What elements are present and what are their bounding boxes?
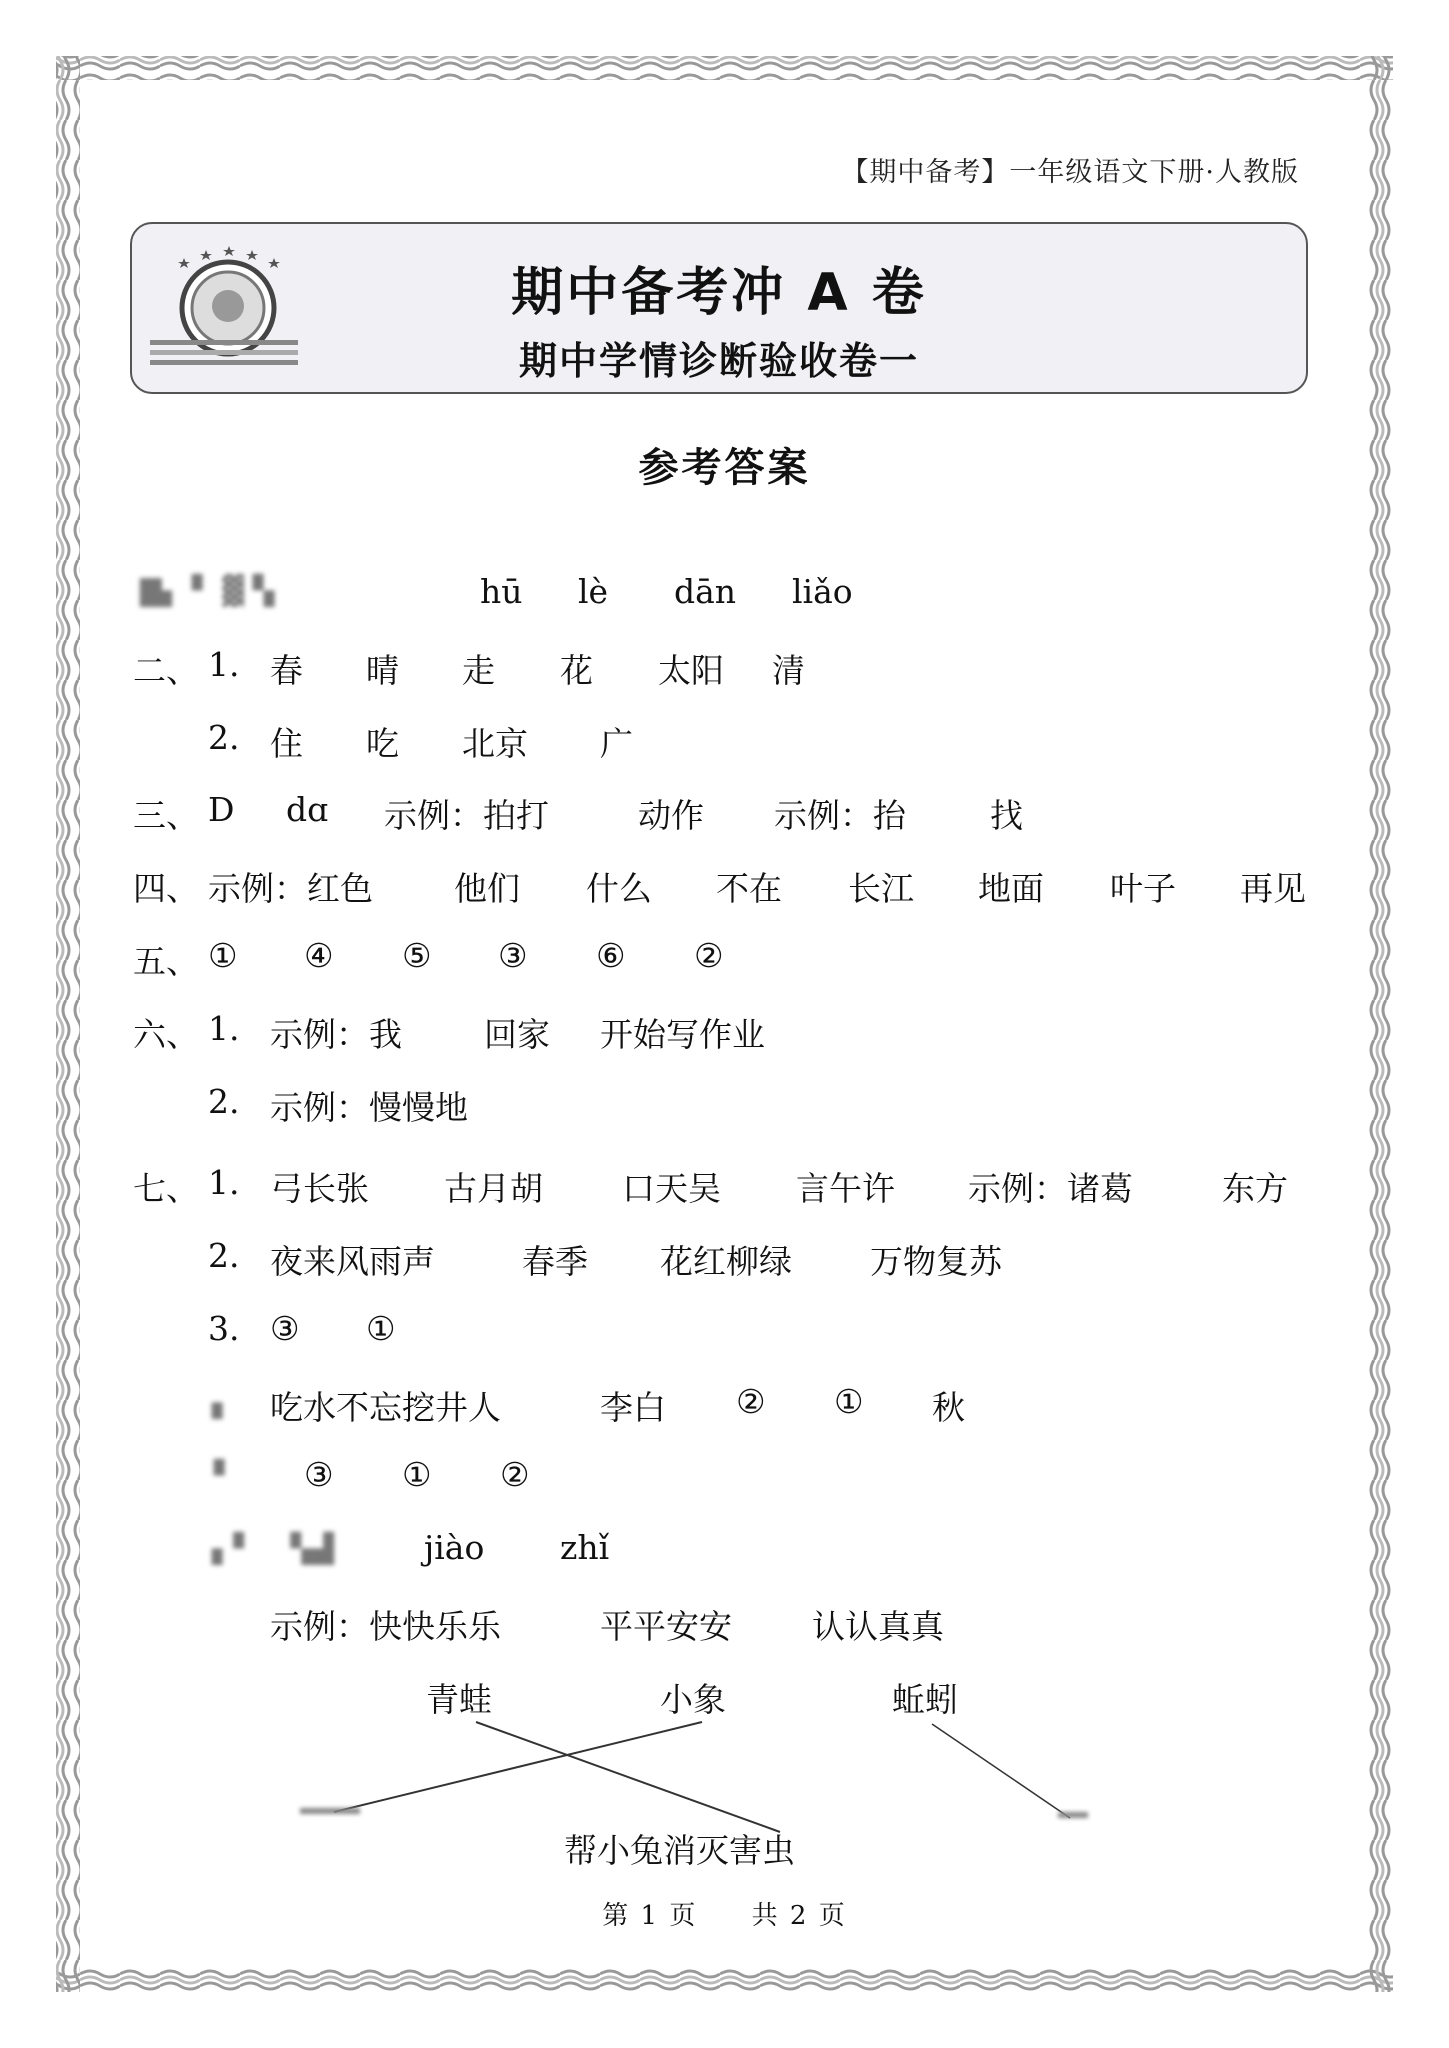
q1-blurred-marks: ▇▖ ▘ ▓ ▚: [140, 574, 275, 607]
answer: ②: [736, 1382, 766, 1421]
answer: ③: [270, 1309, 300, 1348]
answer: 吃: [366, 724, 399, 763]
answer-pinyin: jiào: [424, 1528, 485, 1567]
answer: 示例：我: [270, 1015, 402, 1054]
page-number: 第 1 页: [602, 1901, 698, 1931]
answer: 花: [560, 651, 593, 690]
match-item-earthworm: 蚯蚓: [892, 1680, 958, 1719]
answer: 示例：拍打: [384, 796, 549, 835]
answer: 春: [270, 651, 303, 690]
answer: ①: [366, 1309, 396, 1348]
answer-pinyin: zhǐ: [560, 1528, 610, 1567]
q5-label: 五、: [133, 942, 199, 981]
answer: 李白: [600, 1388, 666, 1427]
answer: 示例：抬: [774, 796, 906, 835]
answer: 太阳: [658, 651, 724, 690]
match-item-elephant: 小象: [660, 1680, 726, 1719]
part-number: 2.: [208, 718, 240, 757]
answer: 走: [462, 651, 495, 690]
part-number: 1.: [208, 1163, 240, 1202]
answer: 晴: [366, 651, 399, 690]
answer: dɑ: [286, 790, 329, 829]
answer: 口天吴: [622, 1169, 721, 1208]
match-item-frog: 青蛙: [426, 1680, 492, 1719]
answer: ①: [834, 1382, 864, 1421]
match-target: 帮小兔消灭害虫: [564, 1831, 795, 1870]
answer: 古月胡: [444, 1169, 543, 1208]
answer: 北京: [462, 724, 528, 763]
q2-label: 二、: [133, 651, 199, 690]
answer: ①: [208, 936, 238, 975]
answer: 示例：诸葛: [968, 1169, 1133, 1208]
answer: ①: [402, 1455, 432, 1494]
q6-label: 六、: [133, 1015, 199, 1054]
answer: 开始写作业: [600, 1015, 765, 1054]
part-number: 2.: [208, 1082, 240, 1121]
page-footer: [0, 1895, 1449, 1932]
answer: 不在: [716, 869, 782, 908]
answer-title: 参考答案: [638, 445, 811, 491]
answer: ②: [500, 1455, 530, 1494]
answer: 认认真真: [812, 1607, 944, 1646]
header-note: 【期中备考】一年级语文下册·人教版: [841, 157, 1299, 188]
answer: 春季: [522, 1242, 588, 1281]
answer: D: [208, 790, 235, 829]
q7-label: 七、: [133, 1169, 199, 1208]
answer: 示例：快快乐乐: [270, 1607, 501, 1646]
part-number: 1.: [208, 645, 240, 684]
answer: 万物复苏: [870, 1242, 1002, 1281]
part-number: 1.: [208, 1009, 240, 1048]
answer: 吃水不忘挖井人: [270, 1388, 501, 1427]
page-total: 共 2 页: [751, 1901, 847, 1931]
answer: 示例：慢慢地: [270, 1088, 468, 1127]
match-bottom: [564, 1825, 795, 1872]
answer: 花红柳绿: [660, 1242, 792, 1281]
answer: 叶子: [1110, 869, 1176, 908]
answer: 言午许: [796, 1169, 895, 1208]
answer: 再见: [1240, 869, 1306, 908]
answer: 广: [600, 724, 633, 763]
answer: 示例：红色: [208, 869, 373, 908]
blurred-mark: [300, 1808, 1088, 1818]
q3-label: 三、: [133, 796, 199, 835]
q1-pinyin: lè: [578, 572, 609, 611]
answer: 找: [990, 796, 1023, 835]
answer: ⑥: [596, 936, 626, 975]
answer: ⑤: [402, 936, 432, 975]
answer: 长江: [848, 869, 914, 908]
part-number: 2.: [208, 1236, 240, 1275]
match-line: [476, 1722, 780, 1832]
part-number: 3.: [208, 1309, 240, 1348]
answer: ③: [498, 936, 528, 975]
answer: ②: [694, 936, 724, 975]
answer: ③: [304, 1455, 334, 1494]
answer: 弓长张: [270, 1169, 369, 1208]
answer: ④: [304, 936, 334, 975]
part-number-blurred: ▘: [214, 1459, 236, 1492]
answer: 回家: [484, 1015, 550, 1054]
answer: 动作: [638, 796, 704, 835]
q1-pinyin: liǎo: [792, 572, 853, 611]
blurred-marks: ▖▘ ▚▟: [212, 1532, 334, 1565]
banner-subtitle: 期中学情诊断验收卷一: [518, 339, 919, 383]
match-line: [334, 1722, 702, 1812]
answer: 夜来风雨声: [270, 1242, 435, 1281]
part-number-blurred: ▖: [212, 1386, 234, 1419]
answer: 什么: [586, 869, 652, 908]
q1-pinyin: dān: [674, 572, 737, 611]
match-line: [932, 1724, 1070, 1818]
answer: 清: [772, 651, 805, 690]
answer: 平平安安: [600, 1607, 732, 1646]
banner-title: 期中备考冲 A 卷: [511, 263, 927, 323]
answer: 他们: [454, 869, 520, 908]
answer: 地面: [978, 869, 1044, 908]
answer: 东方: [1222, 1169, 1288, 1208]
answer: 秋: [932, 1388, 965, 1427]
answer: 住: [270, 724, 303, 763]
q1-pinyin: hū: [480, 572, 523, 611]
q4-label: 四、: [133, 869, 199, 908]
